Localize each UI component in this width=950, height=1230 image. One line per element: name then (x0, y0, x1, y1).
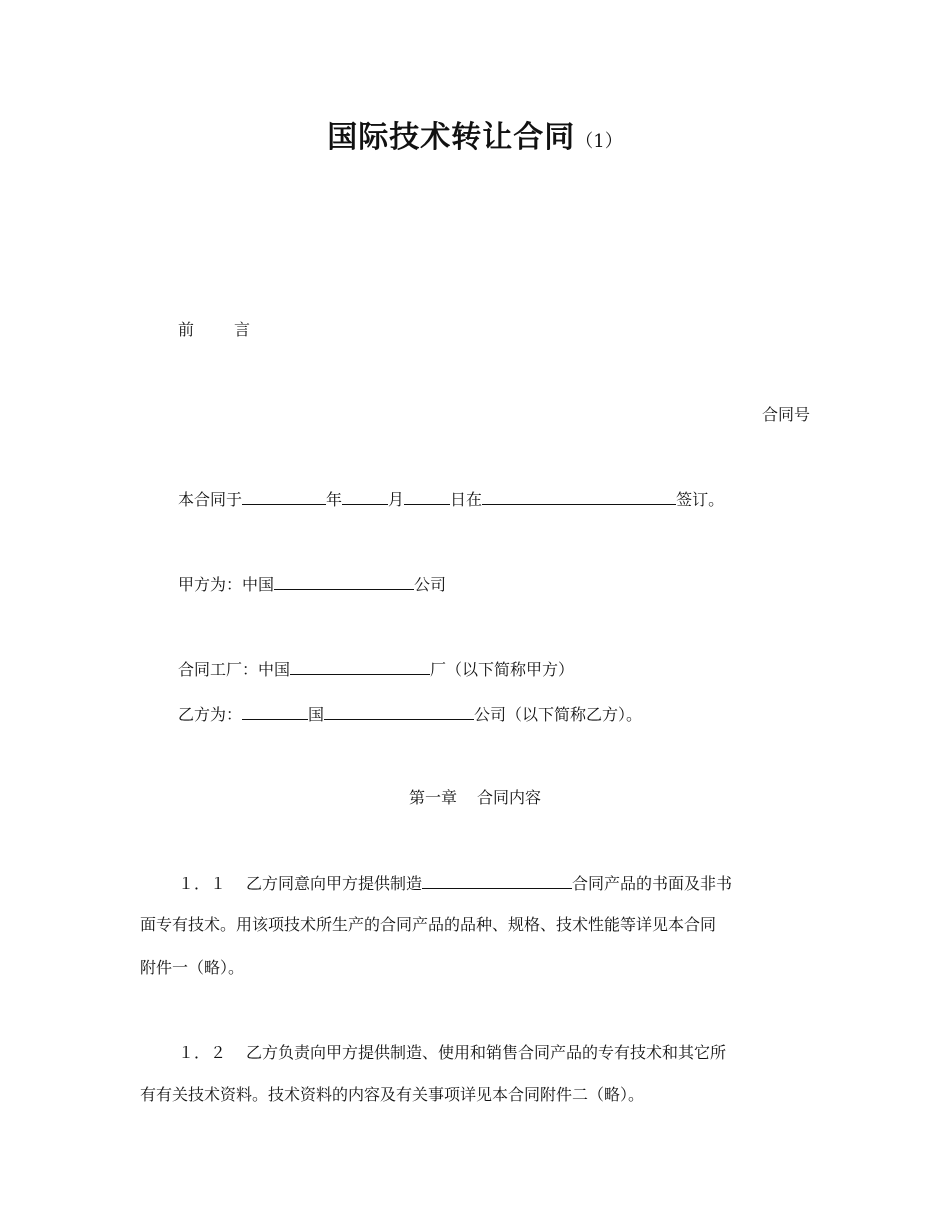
year-blank[interactable] (242, 487, 326, 505)
party-a-line (178, 572, 446, 597)
clause-1-2-line-1 (178, 1041, 726, 1065)
clause-1-1-text-b: 合同产品的书面及非书 (572, 874, 733, 893)
party-b-middle: 国 (308, 705, 325, 724)
clause-1-2-line-2: 有有关技术资料。技术资料的内容及有关事项详见本合同附件二（略）。 (140, 1085, 645, 1104)
contract-number-label: 合同号 (761, 405, 810, 424)
preface-label-2: 言 (234, 320, 251, 339)
signing-text-3: 月 (388, 490, 405, 509)
day-blank[interactable] (404, 487, 450, 505)
party-a-suffix: 公司 (414, 575, 447, 594)
party-a-prefix: 甲方为：中国 (178, 575, 275, 594)
party-b-prefix: 乙方为： (178, 705, 243, 724)
factory-suffix: 厂（以下简称甲方） (430, 660, 575, 679)
month-blank[interactable] (342, 487, 388, 505)
title-main: 国际技术转让合同 (327, 120, 576, 155)
party-a-name-blank[interactable] (274, 572, 414, 590)
chapter-1-title: 合同内容 (477, 788, 542, 807)
signing-line (178, 487, 724, 512)
signing-text-1: 本合同于 (178, 490, 243, 509)
signing-text-5: 签订。 (676, 490, 725, 509)
factory-line (178, 657, 574, 682)
clause-1-2-text: 乙方负责向甲方提供制造、使用和销售合同产品的专有技术和其它所 (246, 1043, 727, 1062)
product-name-blank[interactable] (422, 871, 572, 889)
place-blank[interactable] (482, 487, 676, 505)
party-b-suffix: 公司（以下简称乙方）。 (474, 705, 643, 724)
signing-text-4: 日在 (450, 490, 483, 509)
clause-1-2-number: １．２ (178, 1043, 227, 1062)
preface-heading (178, 318, 250, 342)
document-title (0, 112, 950, 156)
clause-1-1-text-a: 乙方同意向甲方提供制造 (246, 874, 423, 893)
factory-prefix: 合同工厂：中国 (178, 660, 291, 679)
clause-1-1-line-3: 附件一（略）。 (140, 958, 245, 977)
party-b-name-blank[interactable] (324, 702, 474, 720)
factory-name-blank[interactable] (290, 657, 430, 675)
clause-1-1-line-1 (178, 871, 732, 896)
clause-1-1-line-2: 面专有技术。用该项技术所生产的合同产品的品种、规格、技术性能等详见本合同 (140, 915, 717, 934)
party-b-line (178, 702, 642, 727)
clause-1-1-number: １．１ (178, 874, 227, 893)
preface-label-1: 前 (178, 320, 195, 339)
chapter-1-number: 第一章 (408, 788, 457, 807)
chapter-1-heading (0, 786, 950, 810)
title-suffix: （1） (575, 131, 623, 152)
party-b-country-blank[interactable] (242, 702, 308, 720)
signing-text-2: 年 (326, 490, 343, 509)
